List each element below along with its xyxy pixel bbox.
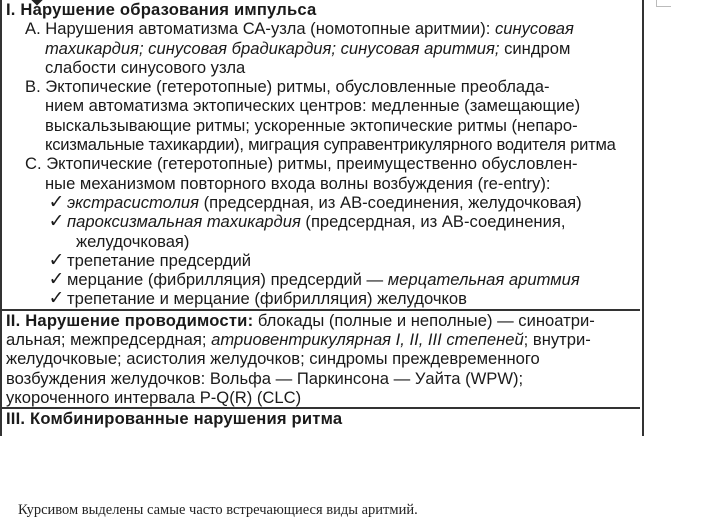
checkmark-icon: ✓ [48, 249, 65, 271]
item-c: C. Эктопические (гетеротопные) ритмы, преимущественно обусловлен- ные механизмом повторного входа волны возбуждения (re-entry): [25, 154, 578, 193]
section-3-title: III. Комбинированные нарушения ритма [0, 407, 640, 428]
footnote: Курсивом выделены самые часто встречающиеся виды аритмий. [18, 502, 418, 518]
section-2-title: II. Нарушение проводимости: [6, 310, 254, 330]
checkmark-icon: ✓ [48, 269, 65, 291]
checklist-item: ✓ трепетание и мерцание (фибрилляция) желудочков [6, 289, 640, 308]
checklist-item-continuation: желудочковая) [76, 231, 190, 251]
checklist-item: ✓ трепетание предсердий [6, 251, 640, 270]
checkmark-icon: ✓ [48, 288, 65, 310]
page-corner-mark [656, 0, 671, 7]
checklist-item: ✓ мерцание (фибрилляция) предсердий — мерцательная аритмия [6, 270, 640, 289]
checkmark-icon: ✓ [48, 191, 65, 213]
arrhythmia-classification: I. Нарушение образования импульса А. Нарушения автоматизма СА-узла (номотопные аритмии): синусовая тахикардия; синусовая брадикардия; синусовая аритмия; синдром слабости синусового узла B. Эктопические (гетеротопные) ритмы, обусловленные преоблада- нием автоматизма эктопических центров: медленные (замещающие) выскальзывающие ритмы; ускоренные эктопические ритмы (непаро- ксизмальные тахикардии), миграция суправентрикулярного водителя ритма C. Эктопические (гетеротопные) ритмы, преимущественно обусловлен- ные механизмом повторного входа волны возбуждения (re-entry): ✓ экстрасистолия (предсердная, из АВ-соединения, желудочковая) ✓ пароксизмальная тахикардия (предсердная, из АВ-соединения, желудочковая) ✓ трепетание предсердий ✓ мерцание (фибрилляция) предсердий — мерцательная аритмия ✓ трепетание и мерцание (фибрилляция) желудочков II. Нарушение проводимости: блокады (полные и неполные) — синоатри- альная; межпредсердная; атриовентрикулярная I, II, III степеней; внутри- желудочковые; асистолия желудочков; синдромы преждевременного возбуждения желудочков: Вольфа — Паркинсона — Уайта (WPW); укороченного интервала P-Q(R) (CLC) III. Комбинированные нарушения ритма [6, 0, 640, 429]
item-a: А. Нарушения автоматизма СА-узла (номотопные аритмии): синусовая тахикардия; синусовая брадикардия; синусовая аритмия; синдром слабости синусового узла [25, 19, 574, 77]
checkmark-icon: ✓ [48, 211, 65, 233]
section-1-title: I. Нарушение образования импульса [6, 0, 317, 19]
item-b: B. Эктопические (гетеротопные) ритмы, обусловленные преоблада- нием автоматизма эктопических центров: медленные (замещающие) выскальзывающие ритмы; ускоренные эктопические ритмы (непаро- ксизмальные тахикардии), миграция суправентрикулярного водителя ритма [25, 77, 616, 155]
checklist-item: ✓ пароксизмальная тахикардия (предсердная, из АВ-соединения, [6, 212, 640, 231]
section-2: II. Нарушение проводимости: блокады (полные и неполные) — синоатри- [0, 309, 640, 330]
checklist-item: ✓ экстрасистолия (предсердная, из АВ-соединения, желудочковая) [6, 193, 640, 212]
